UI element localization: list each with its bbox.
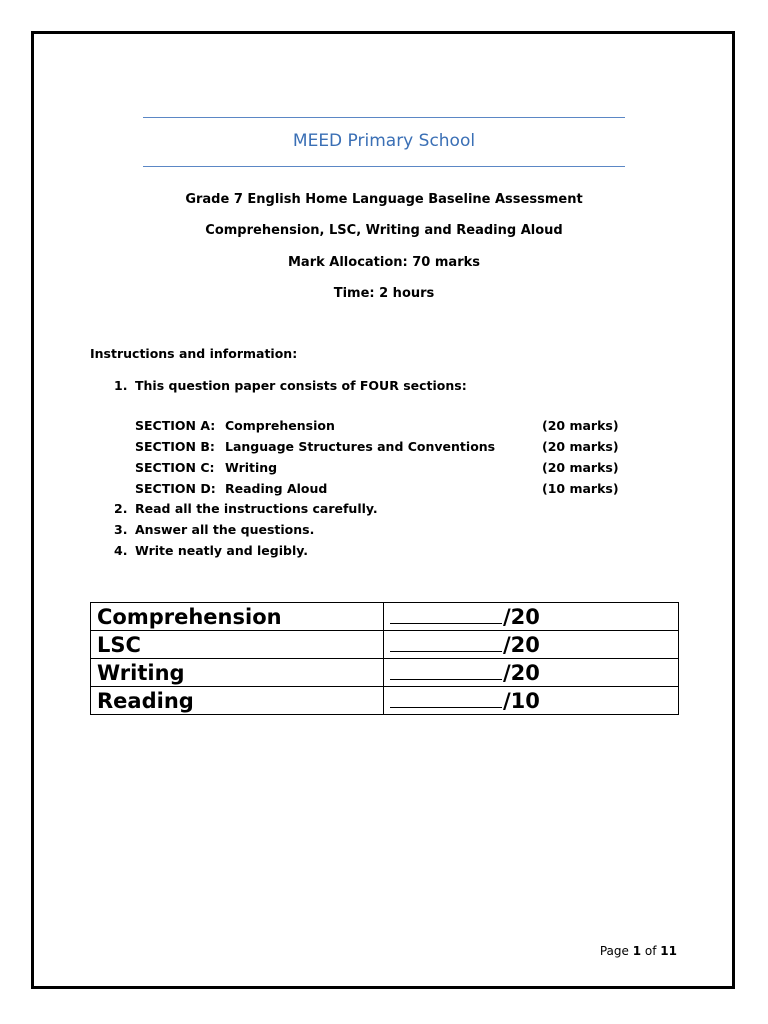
list-item-text: Write neatly and legibly. bbox=[135, 543, 309, 558]
list-item-number: 3. bbox=[114, 522, 128, 537]
score-cell[interactable] bbox=[384, 659, 679, 687]
page-current: 1 bbox=[632, 944, 642, 958]
section-name: Writing bbox=[225, 460, 278, 475]
score-blank[interactable] bbox=[390, 633, 502, 652]
score-total: /10 bbox=[503, 688, 540, 713]
section-marks: (10 marks) bbox=[542, 481, 619, 496]
score-blank[interactable] bbox=[390, 605, 502, 624]
score-label: Reading bbox=[91, 687, 384, 715]
list-item-text: Answer all the questions. bbox=[135, 522, 315, 537]
page-total: 11 bbox=[660, 944, 677, 958]
section-label: SECTION C: bbox=[135, 460, 215, 475]
assessment-subtitle: Comprehension, LSC, Writing and Reading Aloud bbox=[205, 223, 563, 238]
page-number bbox=[600, 944, 677, 958]
table-row bbox=[91, 659, 679, 687]
mark-allocation: Mark Allocation: 70 marks bbox=[288, 255, 480, 270]
table-row bbox=[91, 603, 679, 631]
score-label: LSC bbox=[91, 631, 384, 659]
score-total: /20 bbox=[503, 604, 540, 629]
assessment-title: Grade 7 English Home Language Baseline Assessment bbox=[185, 192, 583, 207]
list-item-number: 2. bbox=[114, 501, 128, 516]
score-label: Writing bbox=[91, 659, 384, 687]
table-row bbox=[91, 687, 679, 715]
score-cell[interactable] bbox=[384, 631, 679, 659]
section-name: Comprehension bbox=[225, 418, 335, 433]
section-marks: (20 marks) bbox=[542, 460, 619, 475]
header-rule-top bbox=[143, 117, 625, 118]
score-table bbox=[90, 602, 679, 715]
of-word: of bbox=[644, 944, 657, 958]
score-cell[interactable] bbox=[384, 687, 679, 715]
list-item-text: Read all the instructions carefully. bbox=[135, 501, 378, 516]
section-label: SECTION A: bbox=[135, 418, 216, 433]
score-blank[interactable] bbox=[390, 689, 502, 708]
score-total: /20 bbox=[503, 632, 540, 657]
score-blank[interactable] bbox=[390, 661, 502, 680]
section-label: SECTION B: bbox=[135, 439, 215, 454]
header-rule-bottom bbox=[143, 166, 625, 167]
table-row bbox=[91, 631, 679, 659]
section-name: Language Structures and Conventions bbox=[225, 439, 496, 454]
list-item-number: 4. bbox=[114, 543, 128, 558]
instructions-heading: Instructions and information: bbox=[90, 346, 298, 361]
section-marks: (20 marks) bbox=[542, 439, 619, 454]
list-item-number: 1. bbox=[114, 378, 128, 393]
score-label: Comprehension bbox=[91, 603, 384, 631]
score-total: /20 bbox=[503, 660, 540, 685]
school-name: MEED Primary School bbox=[292, 131, 476, 151]
section-name: Reading Aloud bbox=[225, 481, 328, 496]
score-cell[interactable] bbox=[384, 603, 679, 631]
time-allowed: Time: 2 hours bbox=[333, 286, 435, 301]
section-label: SECTION D: bbox=[135, 481, 216, 496]
page-word: Page bbox=[599, 944, 629, 958]
list-item-text: This question paper consists of FOUR sections: bbox=[135, 378, 467, 393]
section-marks: (20 marks) bbox=[542, 418, 619, 433]
